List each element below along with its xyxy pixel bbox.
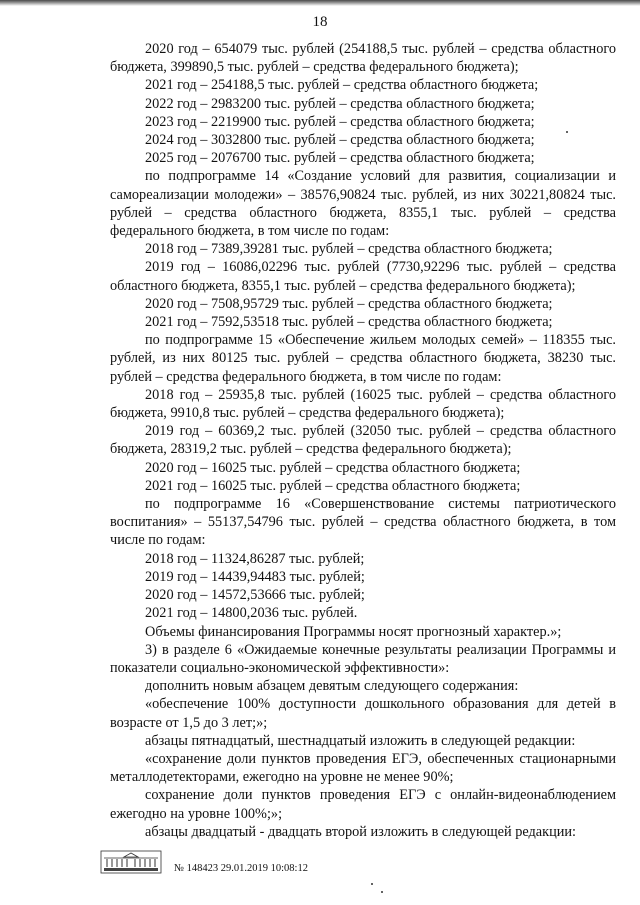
- paragraph: 2020 год – 7508,95729 тыс. рублей – средства областного бюджета;: [145, 295, 553, 312]
- paragraph: 2018 год – 11324,86287 тыс. рублей;: [145, 550, 365, 567]
- scan-edge: [0, 0, 640, 6]
- scan-speck: [566, 131, 568, 133]
- paragraph: 2019 год – 14439,94483 тыс. рублей;: [145, 568, 365, 585]
- paragraph: «обеспечение 100% доступности дошкольного образования для детей в возрасте от 1,5 до 3 лет;»;: [110, 696, 616, 731]
- paragraph: «сохранение доли пунктов проведения ЕГЭ, обеспеченных стационарными металлодетекторами, ежегодно на уровне не менее 90%;: [110, 750, 616, 786]
- scan-speck: [371, 883, 373, 885]
- paragraph: 2021 год – 254188,5 тыс. рублей – средства областного бюджета;: [145, 77, 539, 94]
- page-number: 18: [312, 14, 328, 30]
- paragraph: 2020 год – 14572,53666 тыс. рублей;: [145, 587, 365, 604]
- paragraph: 2024 год – 3032800 тыс. рублей – средства областного бюджета;: [145, 132, 535, 149]
- paragraph: 2019 год – 16086,02296 тыс. рублей (7730,92296 тыс. рублей – средства областного бюджета, 8355,1 тыс. рублей – средства федерального бюджета);: [110, 259, 616, 294]
- paragraph: абзацы пятнадцатый, шестнадцатый изложить в следующей редакции:: [145, 732, 576, 749]
- paragraph: дополнить новым абзацем девятым следующего содержания:: [145, 678, 519, 695]
- paragraph: 2021 год – 14800,2036 тыс. рублей.: [145, 605, 358, 622]
- paragraph: сохранение доли пунктов проведения ЕГЭ с онлайн-видеонаблюдением ежегодно на уровне 100%;»;: [110, 787, 616, 822]
- paragraph: по подпрограмме 14 «Создание условий для развития, социализации и самореализации молодежи» – 38576,90824 тыс. рублей, из них 30221,80824 тыс. рублей – средства областного бюджета, 8355,1 тыс. рублей – средства федерального бюджета, в том числе по годам:: [110, 168, 616, 240]
- document-code: № 148423 29.01.2019 10:08:12: [174, 863, 308, 874]
- paragraph: 2022 год – 2983200 тыс. рублей – средства областного бюджета;: [145, 95, 535, 112]
- paragraph: абзацы двадцатый - двадцать второй изложить в следующей редакции:: [145, 823, 577, 840]
- paragraph: по подпрограмме 16 «Совершенствование системы патриотического воспитания» – 55137,54796 тыс. рублей – средства областного бюджета, в том числе по годам:: [110, 496, 616, 549]
- paragraph: 2019 год – 60369,2 тыс. рублей (32050 тыс. рублей – средства областного бюджета, 28319,2 тыс. рублей – средства федерального бюджета);: [110, 423, 616, 458]
- scan-speck: [381, 891, 383, 893]
- paragraph: 2023 год – 2219900 тыс. рублей – средства областного бюджета;: [145, 113, 535, 130]
- paragraph: 2021 год – 7592,53518 тыс. рублей – средства областного бюджета;: [145, 314, 553, 331]
- paragraph: 2018 год – 25935,8 тыс. рублей (16025 тыс. рублей – средства областного бюджета, 9910,8 тыс. рублей – средства федерального бюджета);: [110, 386, 616, 422]
- paragraph: 2021 год – 16025 тыс. рублей – средства областного бюджета;: [145, 477, 521, 494]
- building-emblem-icon: [100, 850, 162, 874]
- paragraph: 3) в разделе 6 «Ожидаемые конечные результаты реализации Программы и показатели социально-экономической эффективности»:: [110, 641, 616, 676]
- paragraph: 2020 год – 16025 тыс. рублей – средства областного бюджета;: [145, 459, 521, 476]
- paragraph: по подпрограмме 15 «Обеспечение жильем молодых семей» – 118355 тыс. рублей, из них 80125 тыс. рублей – средства областного бюджета, 38230 тыс. рублей – средства федерального бюджета, в том числе по годам:: [110, 332, 616, 385]
- paragraph: 2020 год – 654079 тыс. рублей (254188,5 тыс. рублей – средства областного бюджета, 399890,5 тыс. рублей – средства федерального бюджета);: [110, 41, 616, 76]
- document-body: [110, 40, 616, 841]
- paragraph: 2025 год – 2076700 тыс. рублей – средства областного бюджета;: [145, 150, 535, 167]
- paragraph: 2018 год – 7389,39281 тыс. рублей – средства областного бюджета;: [145, 241, 553, 258]
- paragraph: Объемы финансирования Программы носят прогнозный характер.»;: [145, 623, 562, 640]
